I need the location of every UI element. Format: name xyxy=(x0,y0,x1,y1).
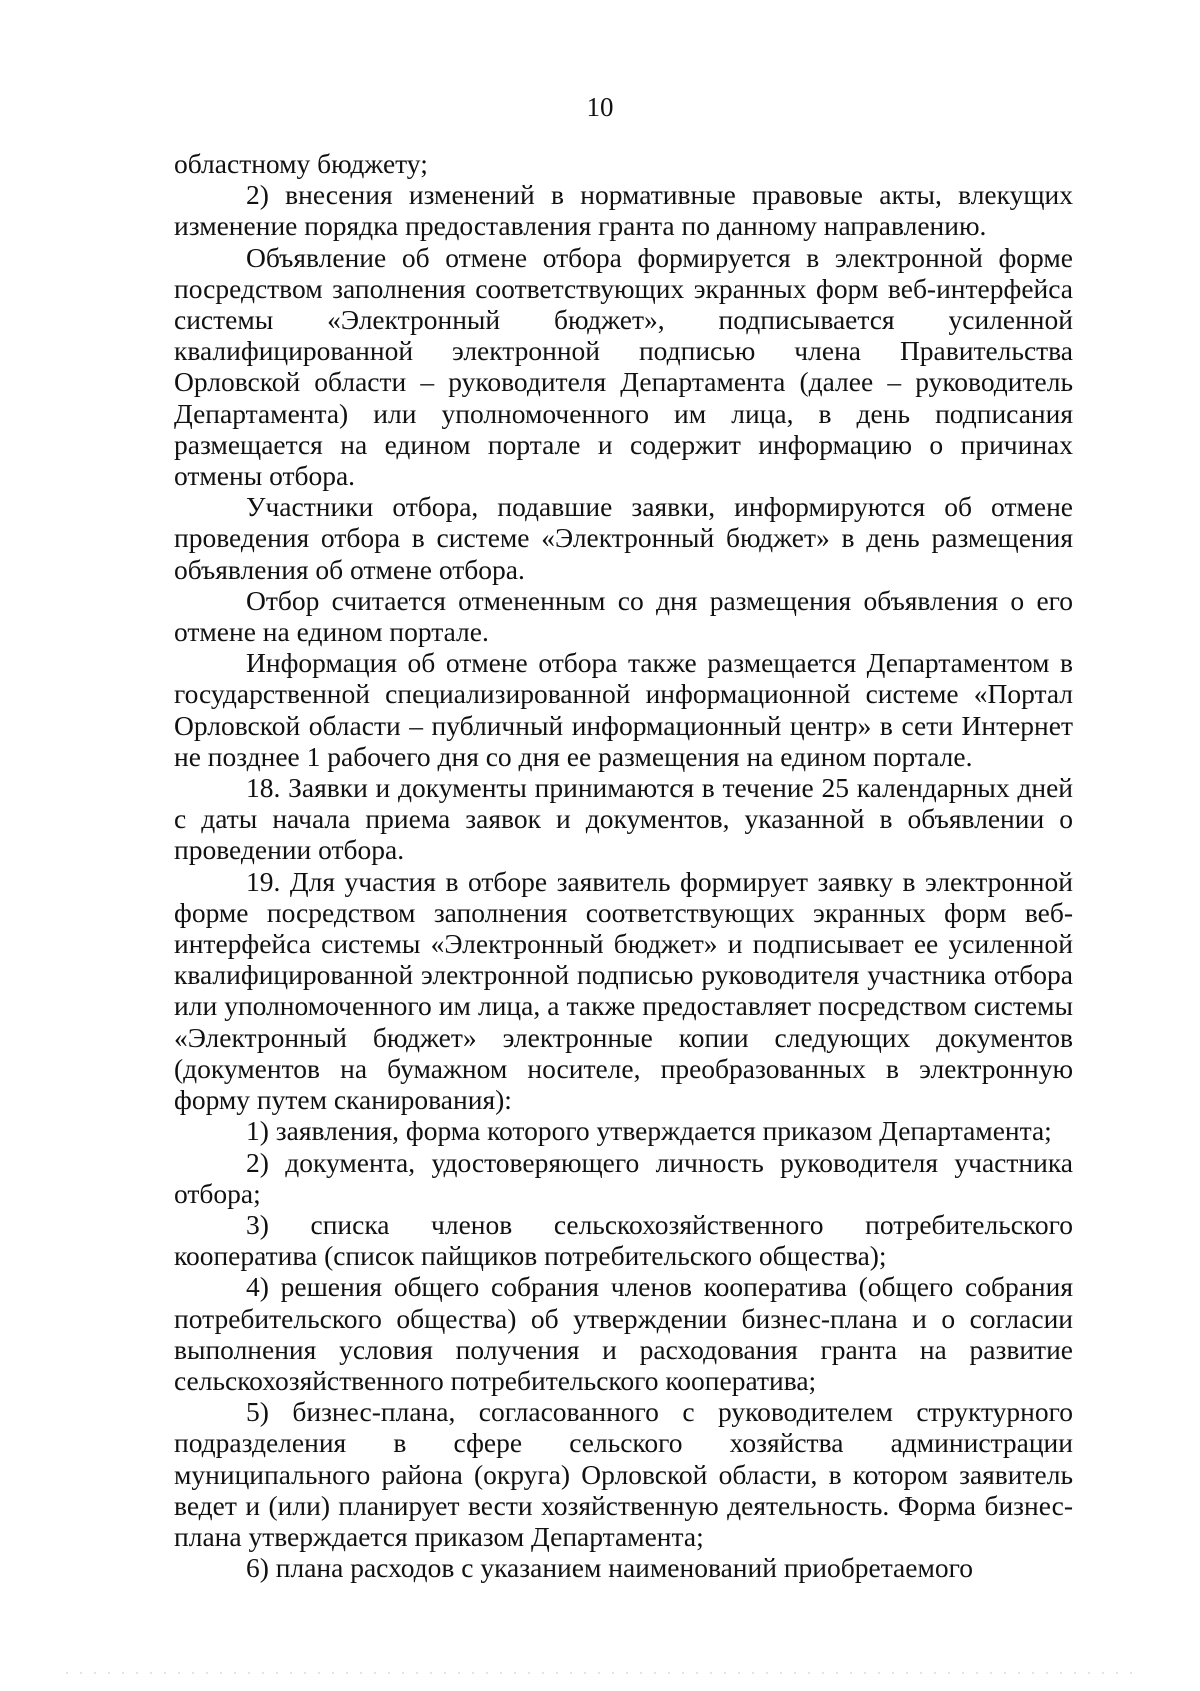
paragraph: Объявление об отмене отбора формируется в электронной форме посредством заполнения соответствующих экранных форм веб-интерфейса системы «Электронный бюджет», подписывается усиленной квалифицированной электронной подписью члена Правительства Орловской области – руководителя Департамента (далее – руководитель Департамента) или уполномоченного им лица, в день подписания размещается на едином портале и содержит информацию о причинах отмены отбора. xyxy=(174,241,1073,492)
page-number: 10 xyxy=(586,92,614,122)
paragraph: областному бюджету; xyxy=(174,148,428,179)
paragraph: Отбор считается отмененным со дня размещения объявления о его отмене на едином портале. xyxy=(174,584,1073,648)
paragraph: 5) бизнес-плана, согласованного с руководителем структурного подразделения в сфере сельского хозяйства администрации муниципального района (округа) Орловской области, в котором заявитель ведет и (или) планирует вести хозяйственную деятельность. Форма бизнес-плана утверждается приказом Департамента; xyxy=(174,1396,1073,1552)
paragraph: 19. Для участия в отборе заявитель формирует заявку в электронной форме посредством заполнения соответствующих экранных форм веб-интерфейса системы «Электронный бюджет» и подписывает ее усиленной квалифицированной электронной подписью руководителя участника отбора или уполномоченного им лица, а также предоставляет посредством системы «Электронный бюджет» электронные копии следующих документов (документов на бумажном носителе, преобразованных в электронную форму путем сканирования): xyxy=(174,865,1073,1116)
paragraph: 18. Заявки и документы принимаются в течение 25 календарных дней с даты начала приема заявок и документов, указанной в объявлении о проведении отбора. xyxy=(174,772,1073,866)
paragraph: 6) плана расходов с указанием наименований приобретаемого xyxy=(246,1552,973,1584)
document-body xyxy=(174,148,1073,1583)
paragraph: 4) решения общего собрания членов кооператива (общего собрания потребительского общества) об утверждении бизнес-плана и о согласии выполнения условия получения и расходования гранта на развитие сельскохозяйственного потребительского кооператива; xyxy=(174,1271,1073,1396)
paragraph: Участники отбора, подавшие заявки, информируются об отмене проведения отбора в системе «Электронный бюджет» в день размещения объявления об отмене отбора. xyxy=(174,491,1073,585)
paragraph: 3) списка членов сельскохозяйственного потребительского кооператива (список пайщиков потребительского общества); xyxy=(174,1208,1073,1272)
paragraph: 1) заявления, форма которого утверждается приказом Департамента; xyxy=(246,1115,1052,1147)
scan-artifact-dots xyxy=(60,1670,1140,1676)
paragraph: Информация об отмене отбора также размещается Департаментом в государственной специализированной информационной системе «Портал Орловской области – публичный информационный центр» в сети Интернет не позднее 1 рабочего дня со дня ее размещения на едином портале. xyxy=(174,647,1073,772)
paragraph: 2) внесения изменений в нормативные правовые акты, влекущих изменение порядка предоставления гранта по данному направлению. xyxy=(174,179,1073,242)
paragraph: 2) документа, удостоверяющего личность руководителя участника отбора; xyxy=(174,1146,1073,1209)
